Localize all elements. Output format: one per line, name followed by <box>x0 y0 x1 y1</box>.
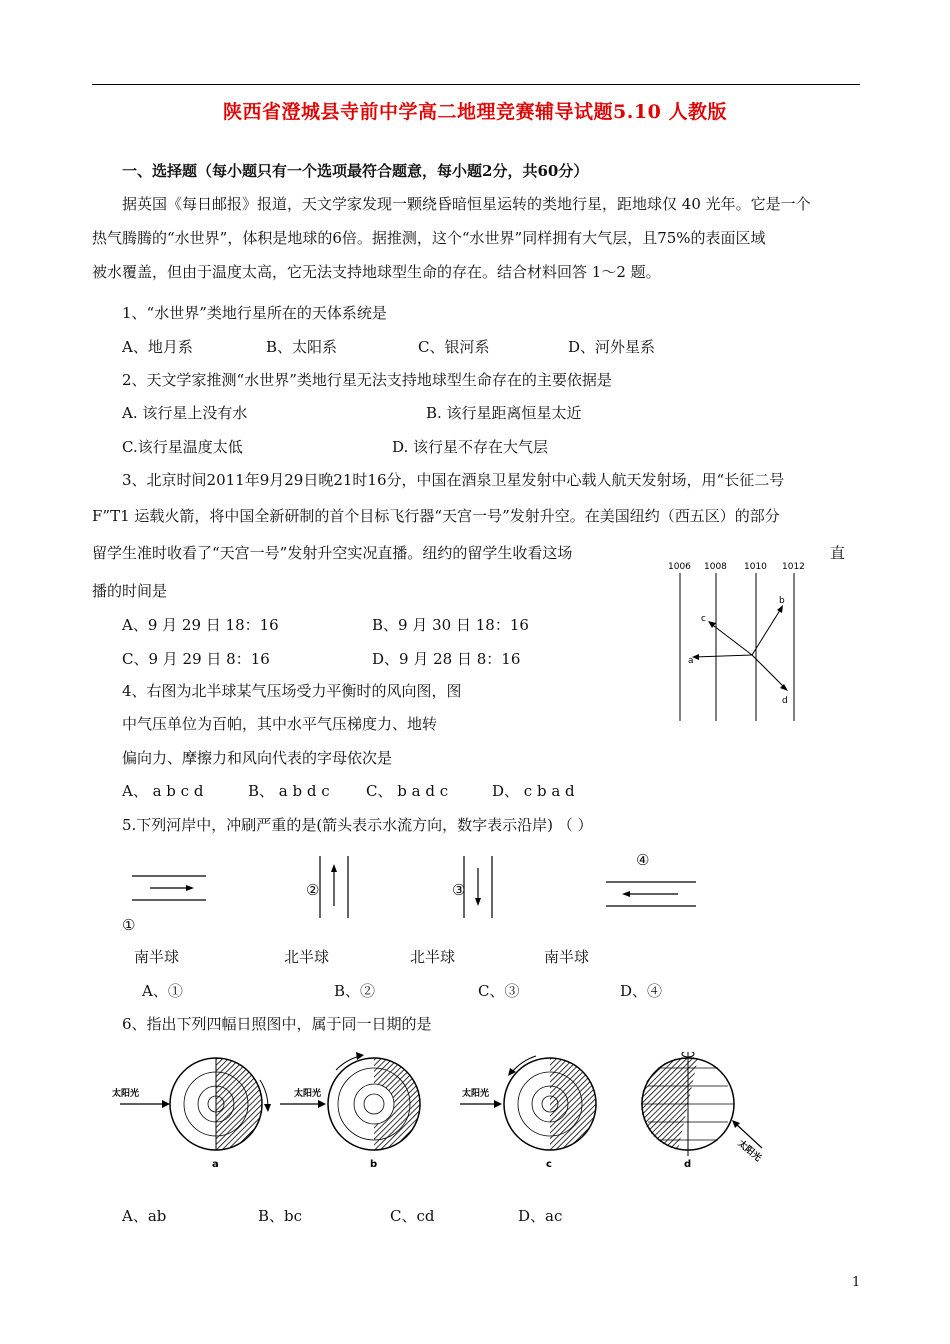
q2-option-c: C.该行星温度太低 <box>122 438 243 456</box>
q5-option-c: C、③ <box>478 982 520 1000</box>
q1-option-c: C、银河系 <box>418 338 490 356</box>
q3-line-2: F”T1 运载火箭，将中国全新研制的首个目标飞行器“天宫一号”发射升空。在美国纽约（西五区）的部分 <box>92 507 780 525</box>
diagram-b <box>280 1052 420 1170</box>
bank-mark-3: ③ <box>452 881 466 899</box>
diagram-label-c: c <box>546 1159 552 1170</box>
q4-option-b: B、 a b d c <box>248 782 330 800</box>
diagram-label-a: a <box>212 1159 219 1170</box>
q6-option-d: D、ac <box>518 1207 563 1225</box>
letter-c: c <box>701 614 706 624</box>
q2-option-b: B. 该行星距离恒星太近 <box>426 404 582 422</box>
arrow-d-head <box>780 684 788 691</box>
arrow-b-head <box>777 605 783 613</box>
q6-option-a: A、ab <box>122 1207 167 1225</box>
material-line-1: 据英国《每日邮报》报道，天文学家发现一颗绕昏暗恒星运转的类地行星，距地球仅 40 光年。它是一个 <box>122 195 811 213</box>
material-line-3: 被水覆盖，但由于温度太高，它无法支持地球型生命的存在。结合材料回答 1～2 题。 <box>92 263 661 281</box>
sunlight-diagrams <box>110 1052 810 1177</box>
q6-stem: 6、指出下列四幅日照图中，属于同一日期的是 <box>122 1015 432 1033</box>
q2-stem: 2、天文学家推测“水世界”类地行星无法支持地球型生命存在的主要依据是 <box>122 371 612 389</box>
sunlight-label-c: 太阳光 <box>462 1089 490 1099</box>
bank-mark-2: ② <box>306 881 320 899</box>
diagram-label-b: b <box>370 1159 378 1170</box>
q6-option-c: C、cd <box>390 1207 435 1225</box>
hemisphere-3: 北半球 <box>410 948 456 966</box>
letter-d: d <box>782 696 788 706</box>
bank-mark-4: ④ <box>636 851 650 869</box>
q5-stem: 5.下列河岸中，冲刷严重的是(箭头表示水流方向，数字表示沿岸) （ ） <box>122 816 593 834</box>
q1-stem: 1、“水世界”类地行星所在的天体系统是 <box>122 304 387 322</box>
hemisphere-1: 南半球 <box>134 948 180 966</box>
q3-line-3: 留学生准时收看了“天宫一号”发射升空实况直播。纽约的留学生收看这场 <box>92 544 573 562</box>
q4-option-c: C、 b a d c <box>366 782 449 800</box>
q3-line-1: 3、北京时间2011年9月29日晚21时16分，中国在酒泉卫星发射中心载人航天发射场，用“长征二号 <box>122 471 785 489</box>
diagram-a <box>112 1058 271 1170</box>
diagram-c <box>460 1056 596 1170</box>
q1-option-b: B、太阳系 <box>266 338 338 356</box>
header-rule <box>92 84 860 85</box>
isobar-label-1010: 1010 <box>744 562 767 572</box>
sunlight-label-b: 太阳光 <box>294 1089 322 1099</box>
river-bank-2 <box>314 854 354 920</box>
letter-b: b <box>779 596 785 606</box>
river-bank-4 <box>604 876 700 912</box>
q4-option-a: A、 a b c d <box>122 782 204 800</box>
q4-line-2: 中气压单位为百帕，其中水平气压梯度力、地转 <box>122 715 438 733</box>
q6-option-b: B、bc <box>258 1207 303 1225</box>
q4-line-3: 偏向力、摩擦力和风向代表的字母依次是 <box>122 749 393 767</box>
isobar-label-1008: 1008 <box>704 562 727 572</box>
sunlight-label-d: 太阳光 <box>735 1138 763 1164</box>
arrow-d <box>752 655 786 689</box>
q3-option-d: D、9 月 28 日 8：16 <box>372 650 521 668</box>
isobar-label-1006: 1006 <box>668 562 691 572</box>
q3-line-4: 播的时间是 <box>92 582 168 600</box>
q3-option-b: B、9 月 30 日 18：16 <box>372 616 529 634</box>
q5-option-b: B、② <box>334 982 376 1000</box>
material-line-2: 热气腾腾的“水世界”，体积是地球的6倍。据推测，这个“水世界”同样拥有大气层，且75%的表面区域 <box>92 229 766 247</box>
isobar-label-1012: 1012 <box>782 562 805 572</box>
river-bank-3 <box>458 854 498 920</box>
q1-option-d: D、河外星系 <box>568 338 656 356</box>
section-heading: 一、选择题（每小题只有一个选项最符合题意，每小题2分，共60分） <box>122 162 589 180</box>
q5-option-d: D、④ <box>620 982 663 1000</box>
hemisphere-4: 南半球 <box>544 948 590 966</box>
diagram-label-d: d <box>684 1159 692 1170</box>
q3-option-a: A、9 月 29 日 18：16 <box>122 616 279 634</box>
q2-option-d: D. 该行星不存在大气层 <box>392 438 549 456</box>
hemisphere-2: 北半球 <box>284 948 330 966</box>
letter-a: a <box>688 656 694 666</box>
page-number: 1 <box>852 1275 861 1290</box>
river-bank-1 <box>130 868 210 908</box>
wind-pressure-diagram <box>664 555 824 725</box>
q1-option-a: A、地月系 <box>122 338 193 356</box>
sunlight-label-a: 太阳光 <box>112 1089 140 1099</box>
q5-option-a: A、① <box>142 982 183 1000</box>
q4-line-1: 4、右图为北半球某气压场受力平衡时的风向图，图 <box>122 682 462 700</box>
q3-option-c: C、9 月 29 日 8：16 <box>122 650 270 668</box>
q2-option-a: A. 该行星上没有水 <box>122 404 248 422</box>
q3-line-3-tail: 直 <box>830 544 846 562</box>
arrow-a <box>694 655 752 657</box>
diagram-d <box>641 1052 764 1170</box>
q4-option-d: D、 c b a d <box>492 782 575 800</box>
page-title: 陕西省澄城县寺前中学高二地理竞赛辅导试题5.10 人教版 <box>223 101 727 123</box>
bank-mark-1: ① <box>122 916 136 934</box>
